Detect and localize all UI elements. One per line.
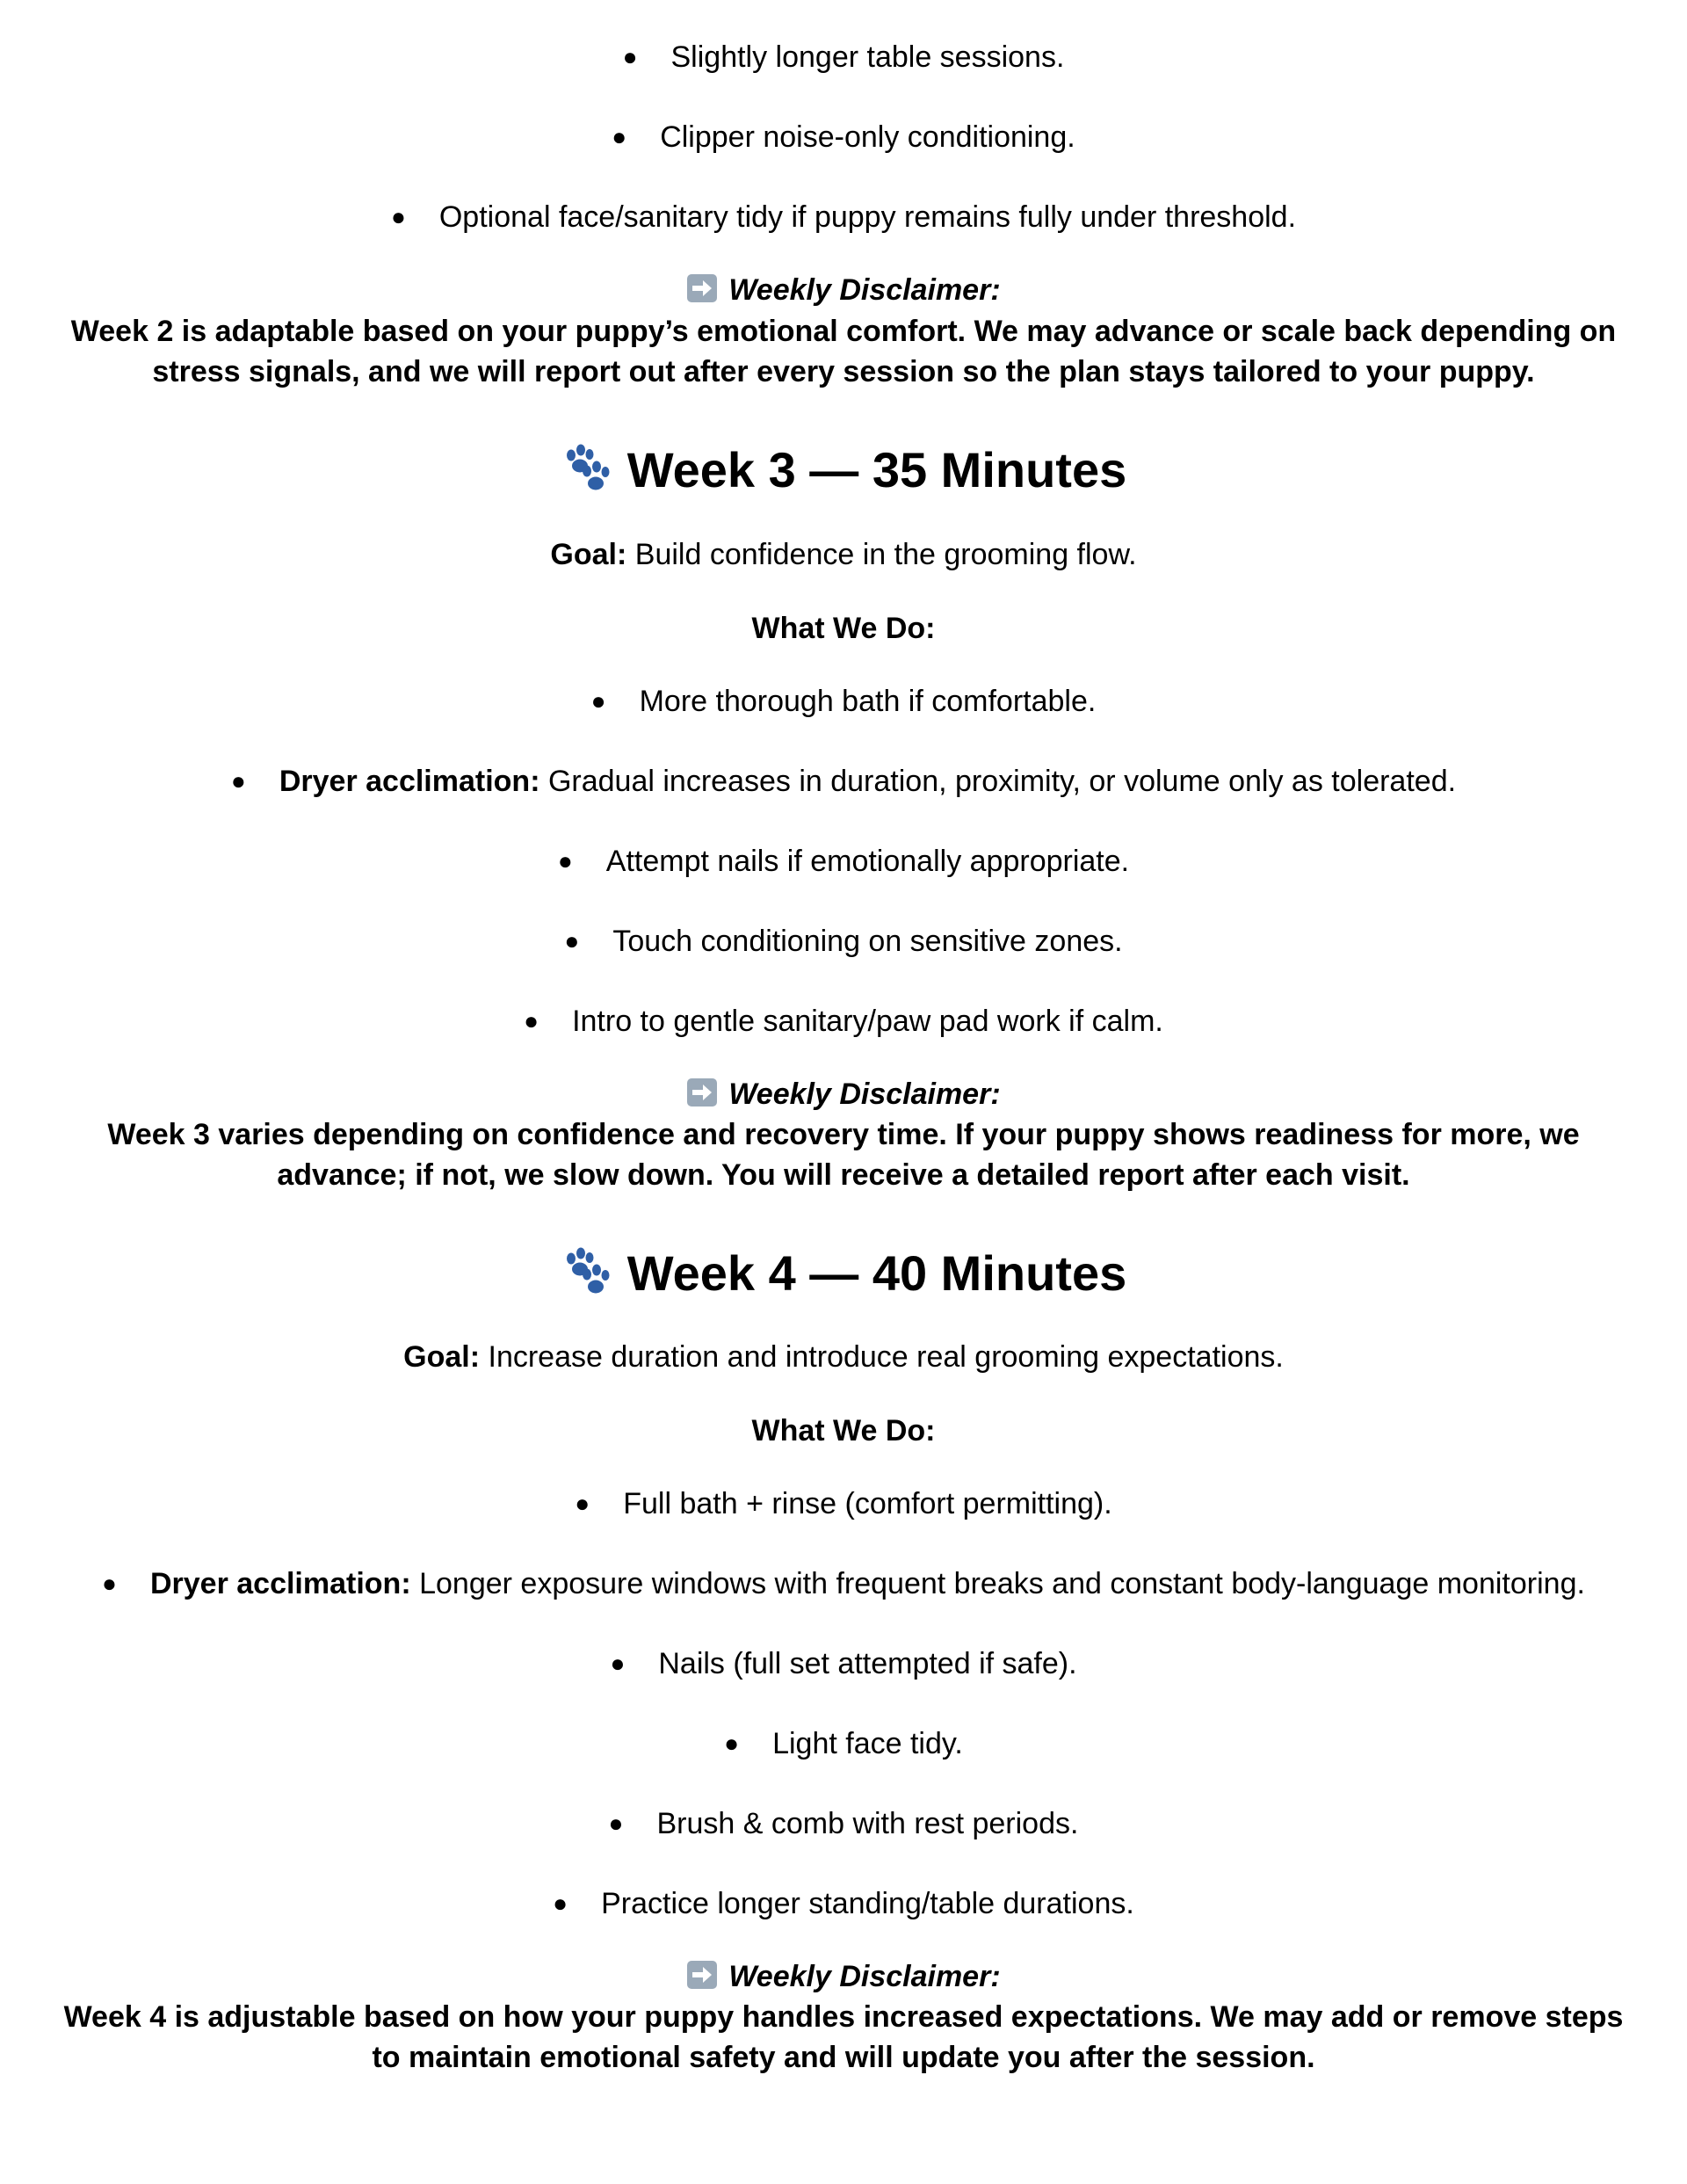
list-item: [0, 1643, 1687, 1684]
goal-line: [0, 1337, 1687, 1377]
what-we-do-label: What We Do:: [751, 612, 936, 645]
list-item: [0, 1484, 1687, 1524]
weekly-disclaimer-heading: [0, 270, 1687, 310]
weekly-disclaimer-heading: [0, 1956, 1687, 1997]
list-item-text: Slightly longer table sessions.: [670, 40, 1065, 74]
list-item-text: More thorough bath if comfortable.: [639, 685, 1097, 718]
list-item: [0, 681, 1687, 722]
list-item-text: Gradual increases in duration, proximity, or volume only as tolerated.: [547, 765, 1457, 798]
list-item-text: Touch conditioning on sensitive zones.: [612, 925, 1123, 958]
list-item-text: Light face tidy.: [772, 1727, 963, 1760]
paw-prints-icon: [561, 443, 615, 494]
disclaimer-body-line: Week 4 is adjustable based on how your puppy handles increased expectations. We may add or remove steps: [63, 2000, 1624, 2034]
disclaimer-body-line: to maintain emotional safety and will update you after the session.: [372, 2041, 1315, 2074]
disclaimer-body-line: stress signals, and we will report out after every session so the plan stays tailored to your puppy.: [152, 355, 1535, 388]
section-heading-text: Week 3 — 35 Minutes: [626, 442, 1127, 497]
list-item: [0, 1803, 1687, 1844]
section-heading-week-3: [0, 439, 1687, 501]
list-item-text: Clipper noise-only conditioning.: [660, 120, 1075, 154]
bullet-dot: ●: [390, 203, 406, 230]
bullet-dot: ●: [622, 43, 638, 70]
list-item: [0, 1001, 1687, 1041]
bullet-dot: ●: [724, 1730, 740, 1757]
right-arrow-icon: [686, 1960, 718, 1990]
list-item: [0, 197, 1687, 237]
section-heading-week-4: [0, 1243, 1687, 1304]
disclaimer-title: Weekly Disclaimer:: [728, 1077, 1001, 1111]
list-item: [0, 117, 1687, 157]
list-item: [0, 921, 1687, 961]
list-item-text: Attempt nails if emotionally appropriate.: [605, 845, 1130, 878]
list-item: [0, 761, 1687, 802]
disclaimer-body-line: Week 3 varies depending on confidence and recovery time. If your puppy shows readiness for more, we: [107, 1118, 1580, 1151]
list-item-text: Optional face/sanitary tidy if puppy remains fully under threshold.: [438, 200, 1297, 234]
list-item: [0, 841, 1687, 882]
what-we-do-label: What We Do:: [751, 1414, 936, 1448]
weekly-disclaimer-heading: [0, 1074, 1687, 1114]
bullet-dot: ●: [553, 1890, 568, 1917]
disclaimer-title: Weekly Disclaimer:: [728, 1960, 1001, 1993]
list-item-label: Dryer acclimation:: [279, 765, 540, 798]
list-item: [0, 37, 1687, 77]
bullet-dot: ●: [524, 1007, 539, 1034]
list-item-text: Longer exposure windows with frequent breaks and constant body-language monitoring.: [419, 1567, 1585, 1600]
bullet-dot: ●: [612, 123, 627, 150]
list-item-text: Intro to gentle sanitary/paw pad work if calm.: [572, 1005, 1163, 1038]
list-item-text: Nails (full set attempted if safe).: [658, 1647, 1077, 1680]
right-arrow-icon: [686, 273, 718, 303]
bullet-dot: ●: [608, 1810, 624, 1837]
bullet-dot: ●: [557, 847, 573, 874]
bullet-dot: ●: [564, 927, 580, 954]
section-heading-text: Week 4 — 40 Minutes: [626, 1245, 1127, 1301]
bullet-dot: ●: [610, 1650, 626, 1677]
right-arrow-icon: [686, 1077, 718, 1107]
goal-label: Goal:: [403, 1340, 481, 1374]
goal-line: [0, 534, 1687, 575]
bullet-dot: ●: [230, 767, 246, 795]
list-item: [0, 1564, 1687, 1604]
bullet-dot: ●: [590, 687, 606, 715]
disclaimer-body-line: advance; if not, we slow down. You will receive a detailed report after each visit.: [277, 1158, 1410, 1192]
list-item-text: Full bath + rinse (comfort permitting).: [623, 1487, 1112, 1520]
list-item-label: Dryer acclimation:: [149, 1567, 411, 1600]
goal-text: Build confidence in the grooming flow.: [634, 538, 1137, 571]
bullet-dot: ●: [102, 1570, 117, 1597]
goal-text: Increase duration and introduce real grooming expectations.: [488, 1340, 1284, 1374]
list-item: [0, 1723, 1687, 1764]
list-item-text: Brush & comb with rest periods.: [656, 1807, 1079, 1840]
bullet-dot: ●: [575, 1490, 590, 1517]
list-item: [0, 1883, 1687, 1924]
disclaimer-title: Weekly Disclaimer:: [728, 273, 1001, 307]
paw-prints-icon: [561, 1246, 615, 1297]
list-item-text: Practice longer standing/table durations.: [601, 1887, 1134, 1920]
disclaimer-body-line: Week 2 is adaptable based on your puppy’s emotional comfort. We may advance or scale back depending on: [70, 315, 1617, 348]
goal-label: Goal:: [550, 538, 627, 571]
